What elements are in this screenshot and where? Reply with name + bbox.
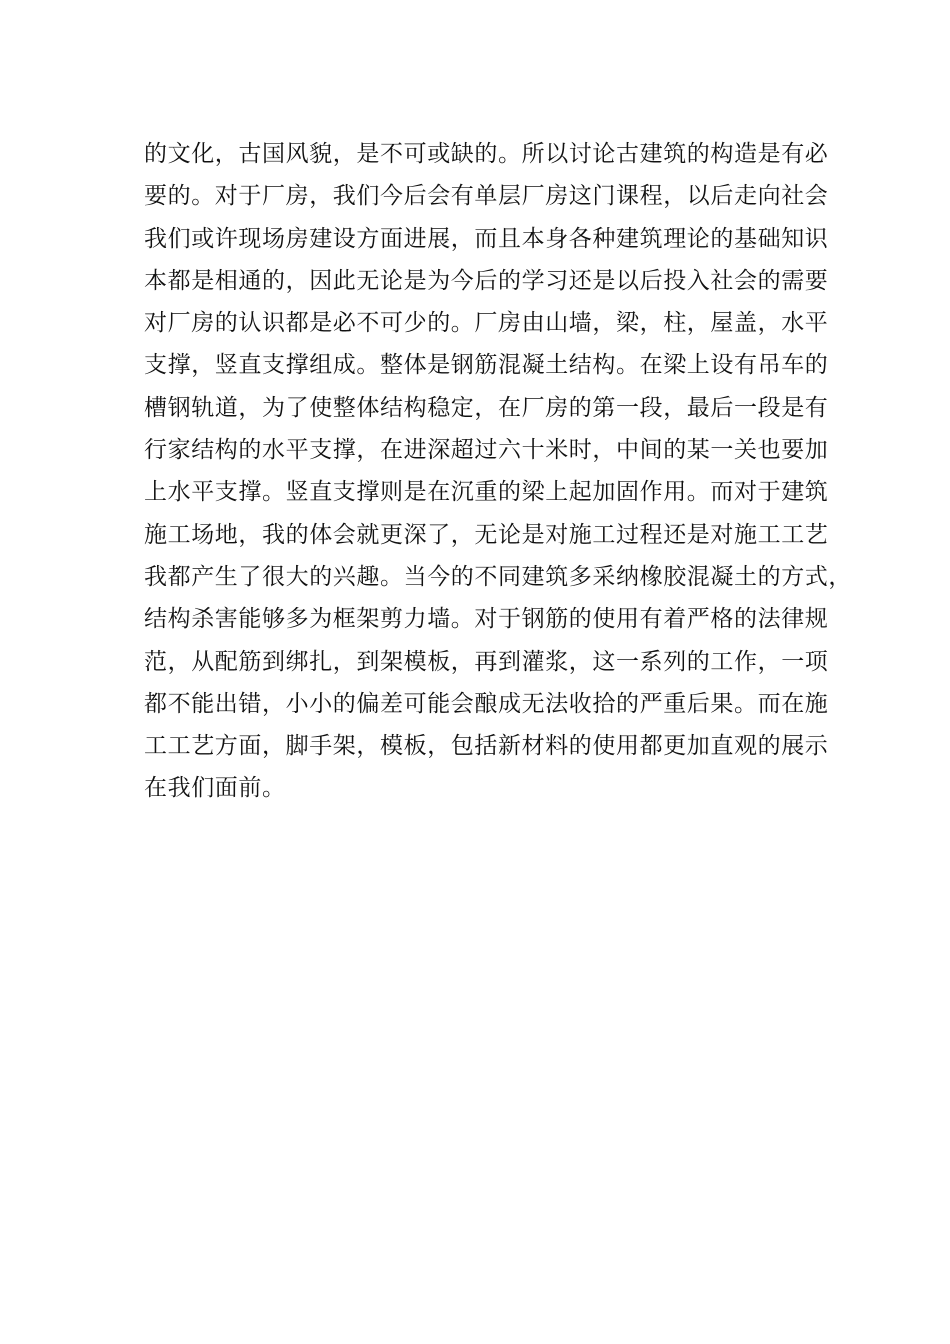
text-line: 范，从配筋到绑扎，到架模板，再到灌浆，这一系列的工作，一项 bbox=[144, 648, 829, 675]
text-line: 要的。对于厂房，我们今后会有单层厂房这门课程，以后走向社会 bbox=[144, 183, 829, 210]
text-line: 的文化，古国风貌，是不可或缺的。所以讨论古建筑的构造是有必 bbox=[144, 141, 829, 167]
text-line: 本都是相通的，因此无论是为今后的学习还是以后投入社会的需要 bbox=[144, 267, 829, 294]
text-line: 上水平支撑。竖直支撑则是在沉重的梁上起加固作用。而对于建筑 bbox=[144, 479, 829, 506]
text-line: 都不能出错，小小的偏差可能会酿成无法收拾的严重后果。而在施 bbox=[144, 690, 829, 717]
text-line: 槽钢轨道，为了使整体结构稳定，在厂房的第一段，最后一段是有 bbox=[144, 394, 829, 421]
text-line: 工工艺方面，脚手架，模板，包括新材料的使用都更加直观的展示 bbox=[144, 733, 829, 760]
body-paragraph bbox=[144, 133, 852, 810]
text-line: 我们或许现场房建设方面进展，而且本身各种建筑理论的基础知识 bbox=[144, 225, 829, 252]
text-line: 施工场地，我的体会就更深了，无论是对施工过程还是对施工工艺 bbox=[144, 521, 829, 548]
text-line: 行家结构的水平支撑，在进深超过六十米时，中间的某一关也要加 bbox=[144, 437, 829, 464]
text-line: 支撑，竖直支撑组成。整体是钢筋混凝土结构。在梁上设有吊车的 bbox=[144, 352, 829, 379]
text-line: 在我们面前。 bbox=[144, 775, 286, 802]
text-line: 对厂房的认识都是必不可少的。厂房由山墙，梁，柱，屋盖，水平 bbox=[144, 310, 829, 337]
text-line: 我都产生了很大的兴趣。当今的不同建筑多采纳橡胶混凝土的方式， bbox=[144, 563, 852, 590]
text-line: 结构杀害能够多为框架剪力墙。对于钢筋的使用有着严格的法律规 bbox=[144, 606, 829, 633]
